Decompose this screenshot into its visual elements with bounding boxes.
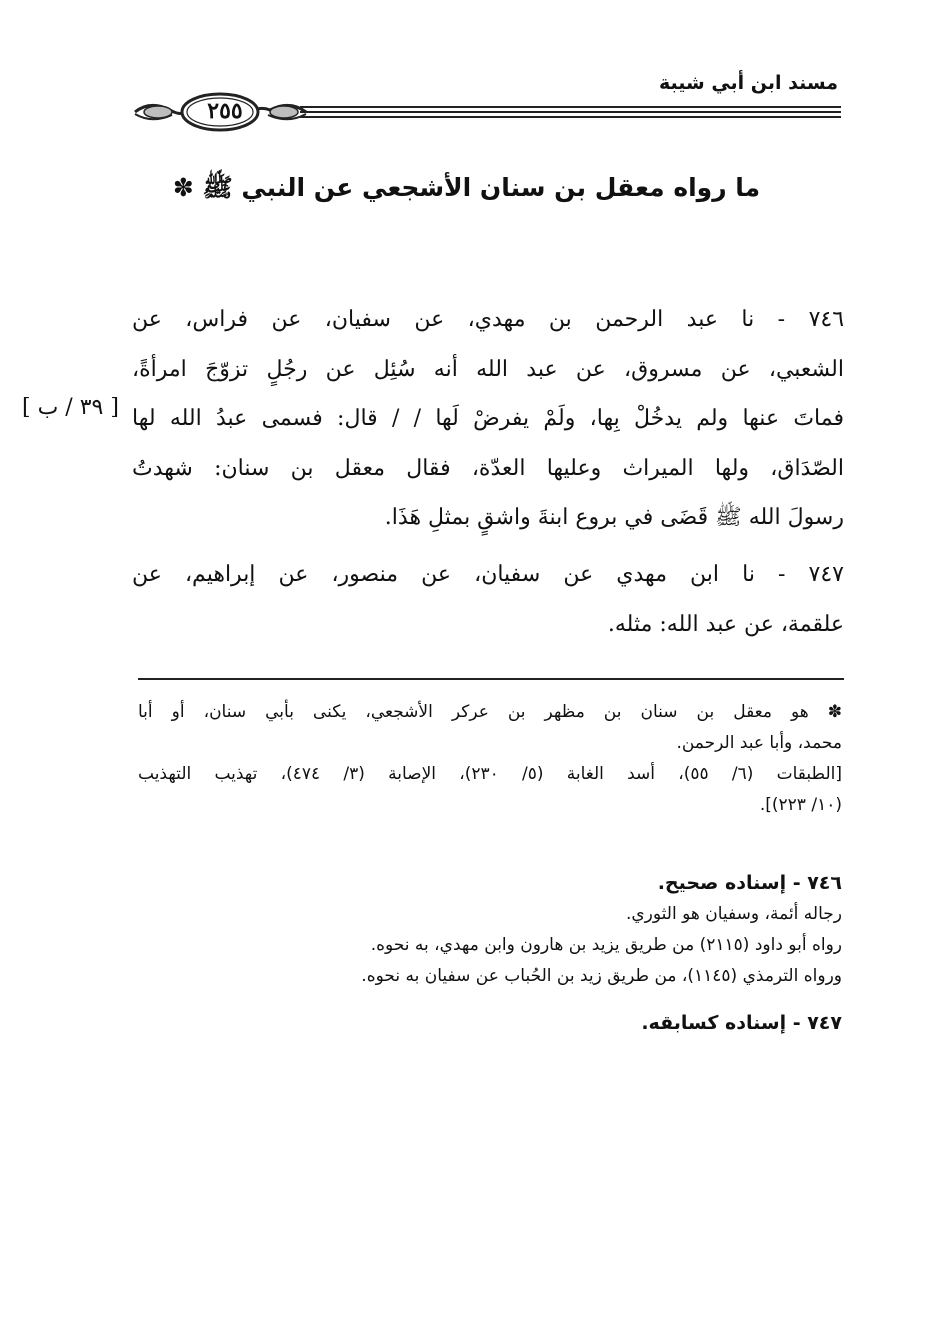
takhrij-heading-747: ٧٤٧ - إسناده كسابقه. [641, 1012, 842, 1034]
takhrij-heading-746: ٧٤٦ - إسناده صحيح. [657, 872, 842, 894]
hadith-747 [132, 550, 844, 649]
footnote-line: [الطبقات (٦/ ٥٥)، أسد الغابة (٥/ ٢٣٠)، الإصابة (٣/ ٤٧٤)، تهذيب التهذيب [138, 764, 842, 784]
manuscript-folio-marker: [ ٣٩ / ب ] [22, 395, 119, 420]
footnote-biography [138, 697, 842, 821]
hadith-line: ٧٤٦ - نا عبد الرحمن بن مهدي، عن سفيان، عن فراس، عن [132, 307, 845, 332]
hadith-line: الصّدَاق، ولها الميراث وعليها العدّة، فقال معقل بن سنان: شهدتُ [132, 455, 844, 481]
footnote-separator [138, 678, 844, 680]
takhrij-line: رجاله أئمة، وسفيان هو الثوري. [625, 904, 842, 924]
chapter-title: ما رواه معقل بن سنان الأشجعي عن النبي ﷺ ✽ [172, 173, 761, 202]
hadith-line: الشعبي، عن مسروق، عن عبد الله أنه سُئِل عن رجُلٍ تزوّجَ امرأةً، [132, 356, 844, 382]
footnote-line: محمد، وأبا عبد الرحمن. [676, 733, 842, 753]
hadith-746 [132, 295, 844, 543]
hadith-line: رسولَ الله ﷺ قَضَى في بروع ابنةَ واشقٍ بمثلِ هَذَا. [384, 505, 844, 530]
takhrij-line: ورواه الترمذي (١١٤٥)، من طريق زيد بن الحُباب عن سفيان به نحوه. [361, 966, 842, 986]
running-title: مسند ابن أبي شيبة [658, 72, 838, 94]
hadith-line: علقمة، عن عبد الله: مثله. [607, 611, 844, 637]
header-rule [300, 106, 841, 120]
footnote-takhrij [138, 868, 842, 1039]
hadith-line: ٧٤٧ - نا ابن مهدي عن سفيان، عن منصور، عن إبراهيم، عن [132, 562, 844, 587]
footnote-line: ✽ هو معقل بن سنان بن مظهر بن عركر الأشجعي، يكنى بأبي سنان، أو أبا [138, 702, 842, 722]
page-number: ٢٥٥ [207, 98, 243, 124]
takhrij-line: رواه أبو داود (٢١١٥) من طريق يزيد بن هارون وابن مهدي، به نحوه. [370, 935, 842, 955]
hadith-line: فماتَ عنها ولم يدخُلْ بِها، ولَمْ يفرضْ لَها / / قال: فسمى عبدُ الله لها [132, 406, 844, 431]
footnote-line: (١٠/ ٢٢٣)]. [759, 795, 842, 815]
